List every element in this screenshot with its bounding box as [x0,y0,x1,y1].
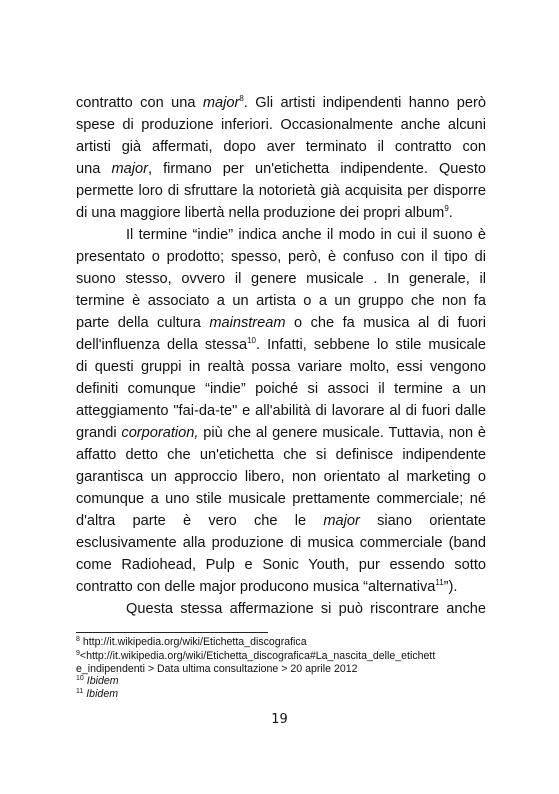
body-line: atteggiamento "fai-da-te" e all'abilità di lavorare al di fuori dalle [76,403,486,419]
text-run: una [76,161,112,177]
italic-term: major [202,95,240,111]
text-run: . Infatti, sebbene lo stile musicale [255,337,487,353]
footnote-text: Ibidem [86,688,119,700]
text-run: grandi [76,425,122,441]
footnote-ref-10[interactable]: 10 [247,336,256,345]
body-line: affatto detto che un'etichetta che si definisce indipendente [76,447,486,463]
text-run: più che al genere musicale. Tuttavia, non è [198,425,487,441]
footnote-text: Ibidem [86,675,119,687]
text-run: o che fa musica al di fuori [285,315,486,331]
text-run: . [448,205,453,221]
text-run: ”). [443,579,458,595]
text-run: contratto con delle major producono musica “alternativa [76,579,436,595]
body-line [76,334,486,356]
body-line: esclusivamente alla produzione di musica commerciale (band [76,535,486,551]
footnote-link[interactable]: http://it.wikipedia.org/wiki/Etichetta_discografica [79,636,307,648]
footnote-number: 8 [76,636,80,643]
text-run: . Gli artisti indipendenti hanno però [243,95,486,111]
body-line [76,202,486,224]
body-line [76,576,486,598]
italic-term: corporation, [121,425,199,441]
body-line: spese di produzione inferiori. Occasionalmente anche alcuni [76,117,486,133]
body-line: comunque a uno stile musicale prettamente commerciale; né [76,491,486,507]
footnote-ref-8[interactable]: 8 [239,94,244,103]
footnote-9-continuation: e_indipendenti > Data ultima consultazione > 20 aprile 2012 [76,663,358,675]
body-line [76,312,486,334]
footnote-10 [76,675,496,688]
footnote-11 [76,688,496,701]
footnote-number: 10 [76,675,84,682]
body-line: Il termine “indie” indica anche il modo in cui il suono è [126,227,486,243]
footnote-ref-11[interactable]: 11 [435,578,444,587]
footnote-link[interactable]: <http://it.wikipedia.org/wiki/Etichetta_discografica#La_nascita_delle_etichett [79,650,436,662]
body-line [76,422,486,444]
footnote-9 [76,650,496,663]
footnote-8 [76,636,496,649]
footnote-separator [76,632,268,633]
body-line [76,158,486,180]
body-line: come Radiohead, Pulp e Sonic Youth, pur essendo sotto [76,557,486,573]
body-line: definiti comunque “indie” poiché si associ il termine a un [76,381,486,397]
footnote-ref-9[interactable]: 9 [444,204,449,213]
text-run: parte della cultura [76,315,210,331]
text-run: dell'influenza della stessa [76,337,248,353]
body-line: di questi gruppi in realtà possa variare molto, essi vengono [76,359,486,375]
text-run: , firmano per un'etichetta indipendente. Questo [147,161,487,177]
body-line: suono stesso, ovvero il genere musicale . In generale, il [76,271,486,287]
body-line [76,92,486,114]
body-line: garantisca un approccio libero, non orientato al marketing o [76,469,486,485]
body-line: Questa stessa affermazione si può riscontrare anche [126,601,486,617]
italic-term: major [323,513,360,529]
body-line: termine è associato a un artista o a un gruppo che non fa [76,293,486,309]
text-run: contratto con una [76,95,203,111]
footnote-number: 9 [76,650,80,657]
italic-term: major [111,161,148,177]
body-line: permette loro di sfruttare la notorietà già acquisita per disporre [76,183,486,199]
page-number: 19 [271,712,288,727]
italic-term: mainstream [209,315,286,331]
footnote-number: 11 [76,688,84,695]
text-run: d'altra parte è vero che le [76,513,324,529]
body-line: presentato o prodotto; spesso, però, è confuso con il tipo di [76,249,486,265]
text-run: siano orientate [359,513,486,529]
text-run: di una maggiore libertà nella produzione dei propri album [76,205,445,221]
body-line [76,510,486,532]
body-line: artisti già affermati, dopo aver terminato il contratto con [76,139,486,155]
